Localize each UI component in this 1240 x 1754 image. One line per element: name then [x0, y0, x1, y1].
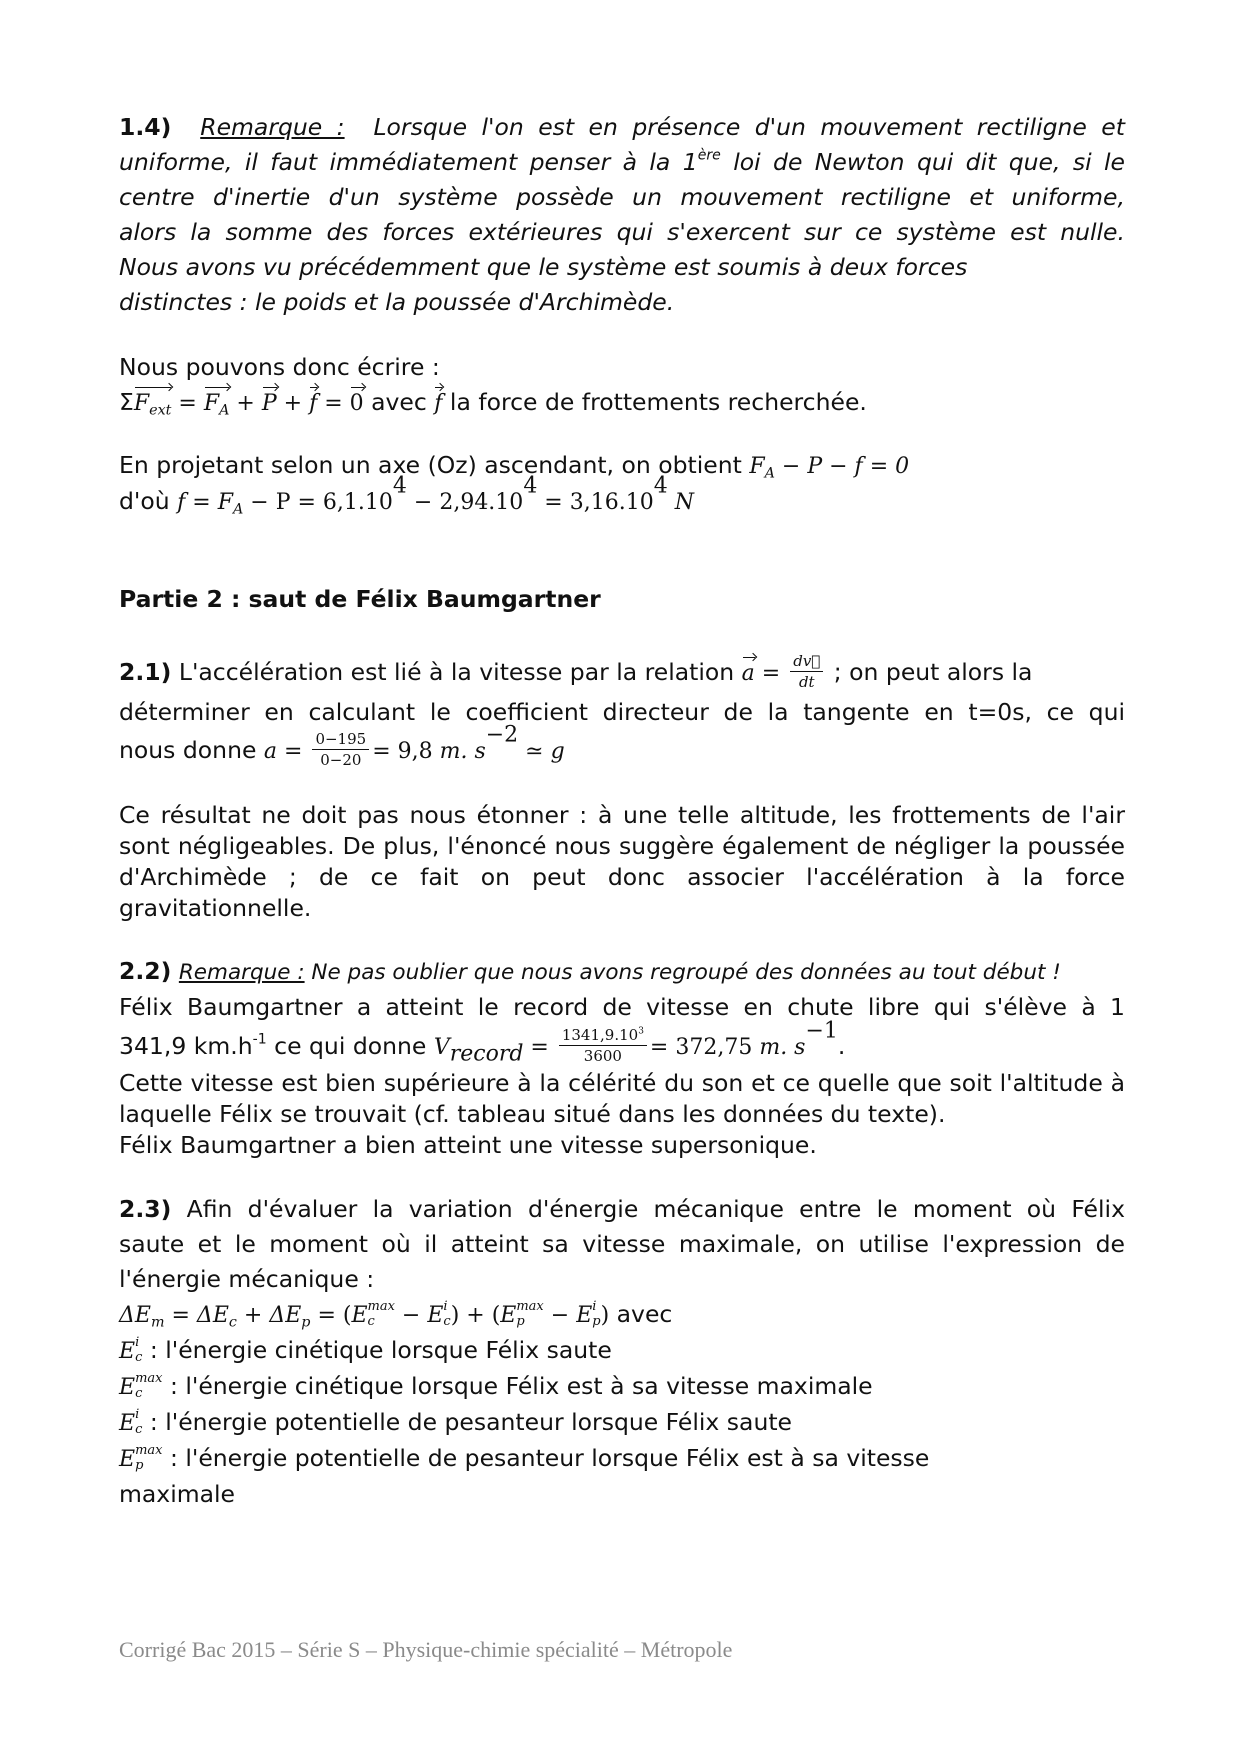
section-label: 2.2)	[119, 957, 172, 985]
document-page	[119, 110, 1125, 1512]
definition-line: E max c : l'énergie cinétique lorsque Félix est à sa vitesse maximale	[119, 1370, 873, 1401]
text-line: En projetant selon un axe (Oz) ascendant, on obtient $F_A - P - f = 0$	[119, 451, 910, 482]
equation-energy: $\Delta E_m = \Delta E_c + \Delta E_p = (E$ max c − E i c ) + (E max p − E i p ) avec	[119, 1298, 673, 1331]
section-2-2: 2.2) Remarque : Ne pas oublier que nous avons regroupé des données au tout début ! Félix Baumgartner a atteint le record de vitesse en chute libre qui s'élève à 1 341,9 $km.h^{-1}$ ce qui donne $V_{record}$ = $\frac{1341,9.10^3}{3600}$ = 372,75 m. $s^{-1}$. Cette vitesse est bien supérieure à la célérité du son et ce quelle que soit l'altitude à laquelle Félix se trouvait (cf. tableau situé dans les données du texte). Félix Baumgartner a bien atteint une vitesse supersonique.	[119, 957, 1125, 1159]
section-label: 2.1)	[119, 658, 172, 686]
section-heading: Partie 2 : saut de Félix Baumgartner	[119, 585, 601, 613]
section-2-3: 2.3) Afin d'évaluer la variation d'énergie mécanique entre le moment où Félix saute et le moment où il atteint sa vitesse maximale, on utilise l'expression de l'énergie mécanique : $\Delta E_m = \Delta E_c + \Delta E_p = (E$ max c − E i c ) + (E max p − E i p ) avec E i c : l'énergie cinétique lorsque Félix saute E max c : l'énergie cinétique lorsque Félix est à sa vitesse maximale E i c : l'énergie potentielle de pesanteur lorsque Félix saute E max p : l'énergie potentielle de pesanteur lorsque Félix est à sa vitesse maximale	[119, 1192, 1125, 1512]
text-line: distinctes : le poids et la poussée d'Archimède.	[119, 288, 675, 316]
text-line: uniforme, il faut immédiatement penser à la 1	[119, 148, 698, 176]
text-line: Félix Baumgartner a atteint le record de vitesse en chute libre qui s'élève à 1	[119, 993, 1125, 1021]
text-line: Nous pouvons donc écrire :	[119, 353, 440, 381]
page-footer: Corrigé Bac 2015 – Série S – Physique-chimie spécialité – Métropole	[119, 1637, 733, 1662]
remark-label: Remarque :	[178, 960, 305, 985]
section-2-1: 2.1) L'accélération est lié à la vitesse par la relation a = $\frac{dv⃗}{dt}$ ; on peut alors la déterminer en calculant le coefficient directeur de la tangente en t=0s, ce qui nous donne a = $\frac{0-195}{0-20}$ = 9,8 m. $s^{-2}$ ≃ g Ce résultat ne doit pas nous étonner : à une telle altitude, les frottements de l'air sont négligeables. De plus, l'énoncé nous suggère également de négliger la poussée d'Archimède ; de ce fait on peut donc associer l'accélération à la force gravitationnelle.	[119, 652, 1125, 922]
section-label: 2.3)	[119, 1195, 172, 1223]
text-line: centre d'inertie d'un système possède un mouvement rectiligne et uniforme,	[119, 183, 1125, 211]
section-label: 1.4)	[119, 113, 172, 141]
definition-line: E max p : l'énergie potentielle de pesanteur lorsque Félix est à sa vitesse	[119, 1442, 930, 1473]
paragraph: Cette vitesse est bien supérieure à la célérité du son et ce quelle que soit l'altitude à laquelle Félix se trouvait (cf. tableau situé dans les données du texte).	[119, 1069, 1125, 1128]
text-line: Nous avons vu précédemment que le système est soumis à deux forces	[119, 253, 968, 281]
paragraph: Félix Baumgartner a bien atteint une vitesse supersonique.	[119, 1131, 817, 1159]
text-line: d'où $f = F_A - P = 6,1.10^4 - 2,94.10^4 = 3,16.10^4$ N	[119, 473, 694, 518]
text-line: saute et le moment où il atteint sa vitesse maximale, on utilise l'expression de	[119, 1230, 1125, 1258]
definition-line: maximale	[119, 1480, 236, 1508]
remark-label: Remarque :	[200, 113, 345, 141]
text-line: Lorsque l'on est en présence d'un mouvement rectiligne et	[373, 113, 1125, 141]
text-line: alors la somme des forces extérieures qui s'exercent sur ce système est nulle.	[119, 218, 1125, 246]
section-1-4: 1.4) Remarque : Lorsque l'on est en présence d'un mouvement rectiligne et uniforme, il faut immédiatement penser à la 1ère loi de Newton qui dit que, si le centre d'inertie d'un système possède un mouvement rectiligne et uniforme, alors la somme des forces extérieures qui s'exercent sur ce système est nulle. Nous avons vu précédemment que le système est soumis à deux forces distinctes : le poids et la poussée d'Archimède.	[119, 110, 1125, 320]
definition-line: E i c : l'énergie potentielle de pesanteur lorsque Félix saute	[119, 1406, 793, 1437]
equation-forces: $\Sigma F_{ext} = F_A + P + f = 0$ avec f la force de frottements recherchée.	[119, 385, 1125, 421]
definition-line: E i c : l'énergie cinétique lorsque Félix saute	[119, 1334, 612, 1365]
text-line: l'énergie mécanique :	[119, 1265, 375, 1293]
paragraph: Ce résultat ne doit pas nous étonner : à une telle altitude, les frottements de l'air sont négligeables. De plus, l'énoncé nous suggère également de négliger la poussée d'Archimède ; de ce fait on peut donc associer l'accélération à la force gravitationnelle.	[119, 801, 1125, 922]
text-line: déterminer en calculant le coefficient directeur de la tangente en t=0s, ce qui	[119, 698, 1125, 726]
